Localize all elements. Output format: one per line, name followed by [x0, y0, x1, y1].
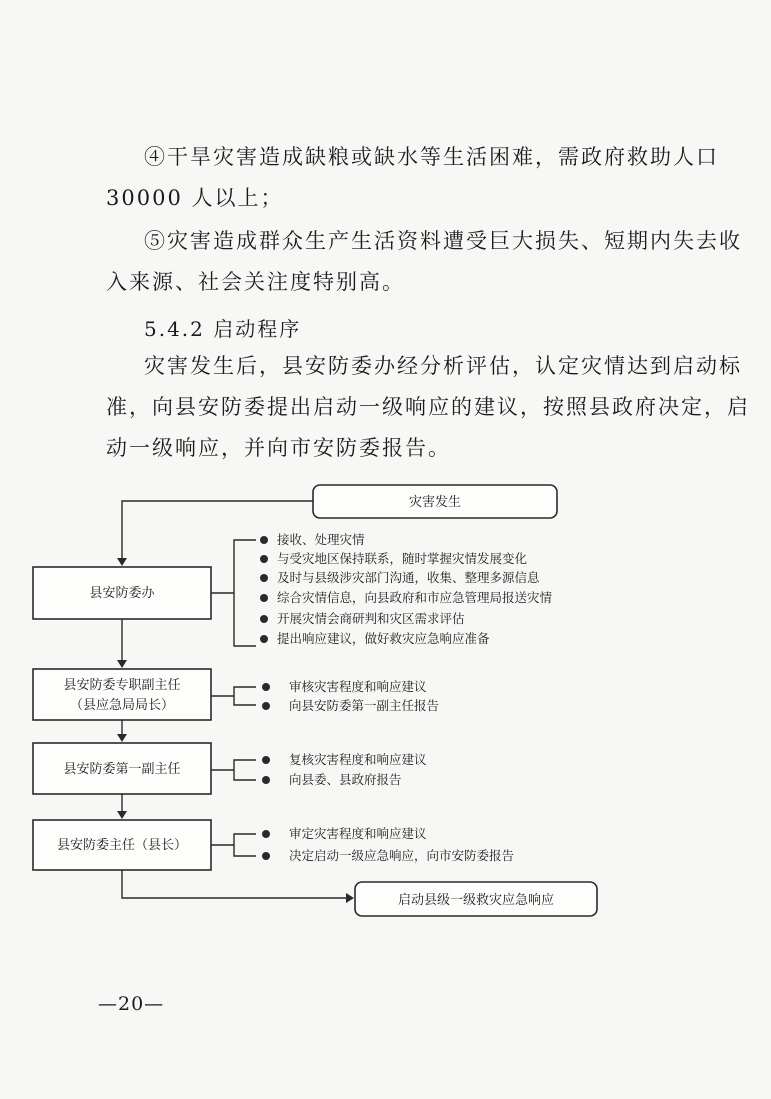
- arrow-down-icon: [117, 734, 127, 742]
- text-line: ④干旱灾害造成缺粮或缺水等生活困难，需政府救助人口: [144, 145, 719, 169]
- task-item: 及时与县级涉灾部门沟通，收集、整理多源信息: [277, 570, 540, 585]
- bullet-icon: [260, 574, 268, 582]
- stage-label: 县安防委专职副主任: [63, 678, 181, 693]
- text-line: 30000 人以上；: [106, 186, 284, 210]
- bullet-icon: [262, 830, 270, 838]
- task-item: 开展灾情会商研判和灾区需求评估: [277, 611, 465, 626]
- bullet-icon: [262, 683, 270, 691]
- bullet-icon: [262, 852, 270, 860]
- flow-connector: [122, 501, 313, 558]
- page-number: —20—: [98, 993, 165, 1015]
- task-item: 综合灾情信息，向县政府和市应急管理局报送灾情: [277, 590, 553, 605]
- task-item: 提出响应建议，做好救灾应急响应准备: [277, 631, 490, 646]
- task-item: 审定灾害程度和响应建议: [289, 826, 427, 841]
- bullet-icon: [260, 536, 268, 544]
- flow-end-label: 启动县级一级救灾应急响应: [397, 893, 555, 908]
- text-line: 准，向县安防委提出启动一级响应的建议，按照县政府决定，启: [106, 395, 750, 419]
- section-heading: 5.4.2 启动程序: [144, 317, 302, 341]
- arrow-right-icon: [346, 893, 354, 903]
- stage-label-sub: （县应急局局长）: [69, 698, 175, 713]
- task-item: 复核灾害程度和响应建议: [289, 752, 427, 767]
- bracket: [234, 760, 256, 780]
- arrow-down-icon: [117, 558, 127, 566]
- flow-start-label: 灾害发生: [408, 495, 462, 510]
- text-line: 灾害发生后，县安防委办经分析评估，认定灾情达到启动标: [144, 354, 742, 378]
- bullet-icon: [260, 594, 268, 602]
- task-item: 向县委、县政府报告: [289, 772, 402, 787]
- text-line: 动一级响应，并向市安防委报告。: [106, 436, 451, 460]
- arrow-down-icon: [117, 660, 127, 668]
- text-line: 入来源、社会关注度特别高。: [106, 270, 405, 294]
- bracket: [234, 687, 256, 705]
- task-item: 向县安防委第一副主任报告: [289, 698, 440, 713]
- bullet-icon: [262, 756, 270, 764]
- task-item: 决定启动一级应急响应，向市安防委报告: [289, 848, 515, 863]
- bullet-icon: [260, 635, 268, 643]
- bracket: [234, 540, 256, 646]
- bracket: [234, 834, 256, 856]
- stage-label: 县安防委主任（县长）: [56, 838, 188, 853]
- bullet-icon: [262, 776, 270, 784]
- arrow-down-icon: [117, 811, 127, 819]
- flow-connector: [122, 870, 346, 898]
- stage-label: 县安防委第一副主任: [63, 762, 181, 777]
- text-line: ⑤灾害造成群众生产生活资料遭受巨大损失、短期内失去收: [144, 229, 742, 253]
- stage-label: 县安防委办: [89, 586, 155, 601]
- task-item: 与受灾地区保持联系，随时掌握灾情发展变化: [277, 551, 528, 566]
- bullet-icon: [260, 615, 268, 623]
- task-item: 接收、处理灾情: [277, 532, 365, 547]
- bullet-icon: [260, 555, 268, 563]
- bullet-icon: [262, 702, 270, 710]
- task-item: 审核灾害程度和响应建议: [289, 679, 427, 694]
